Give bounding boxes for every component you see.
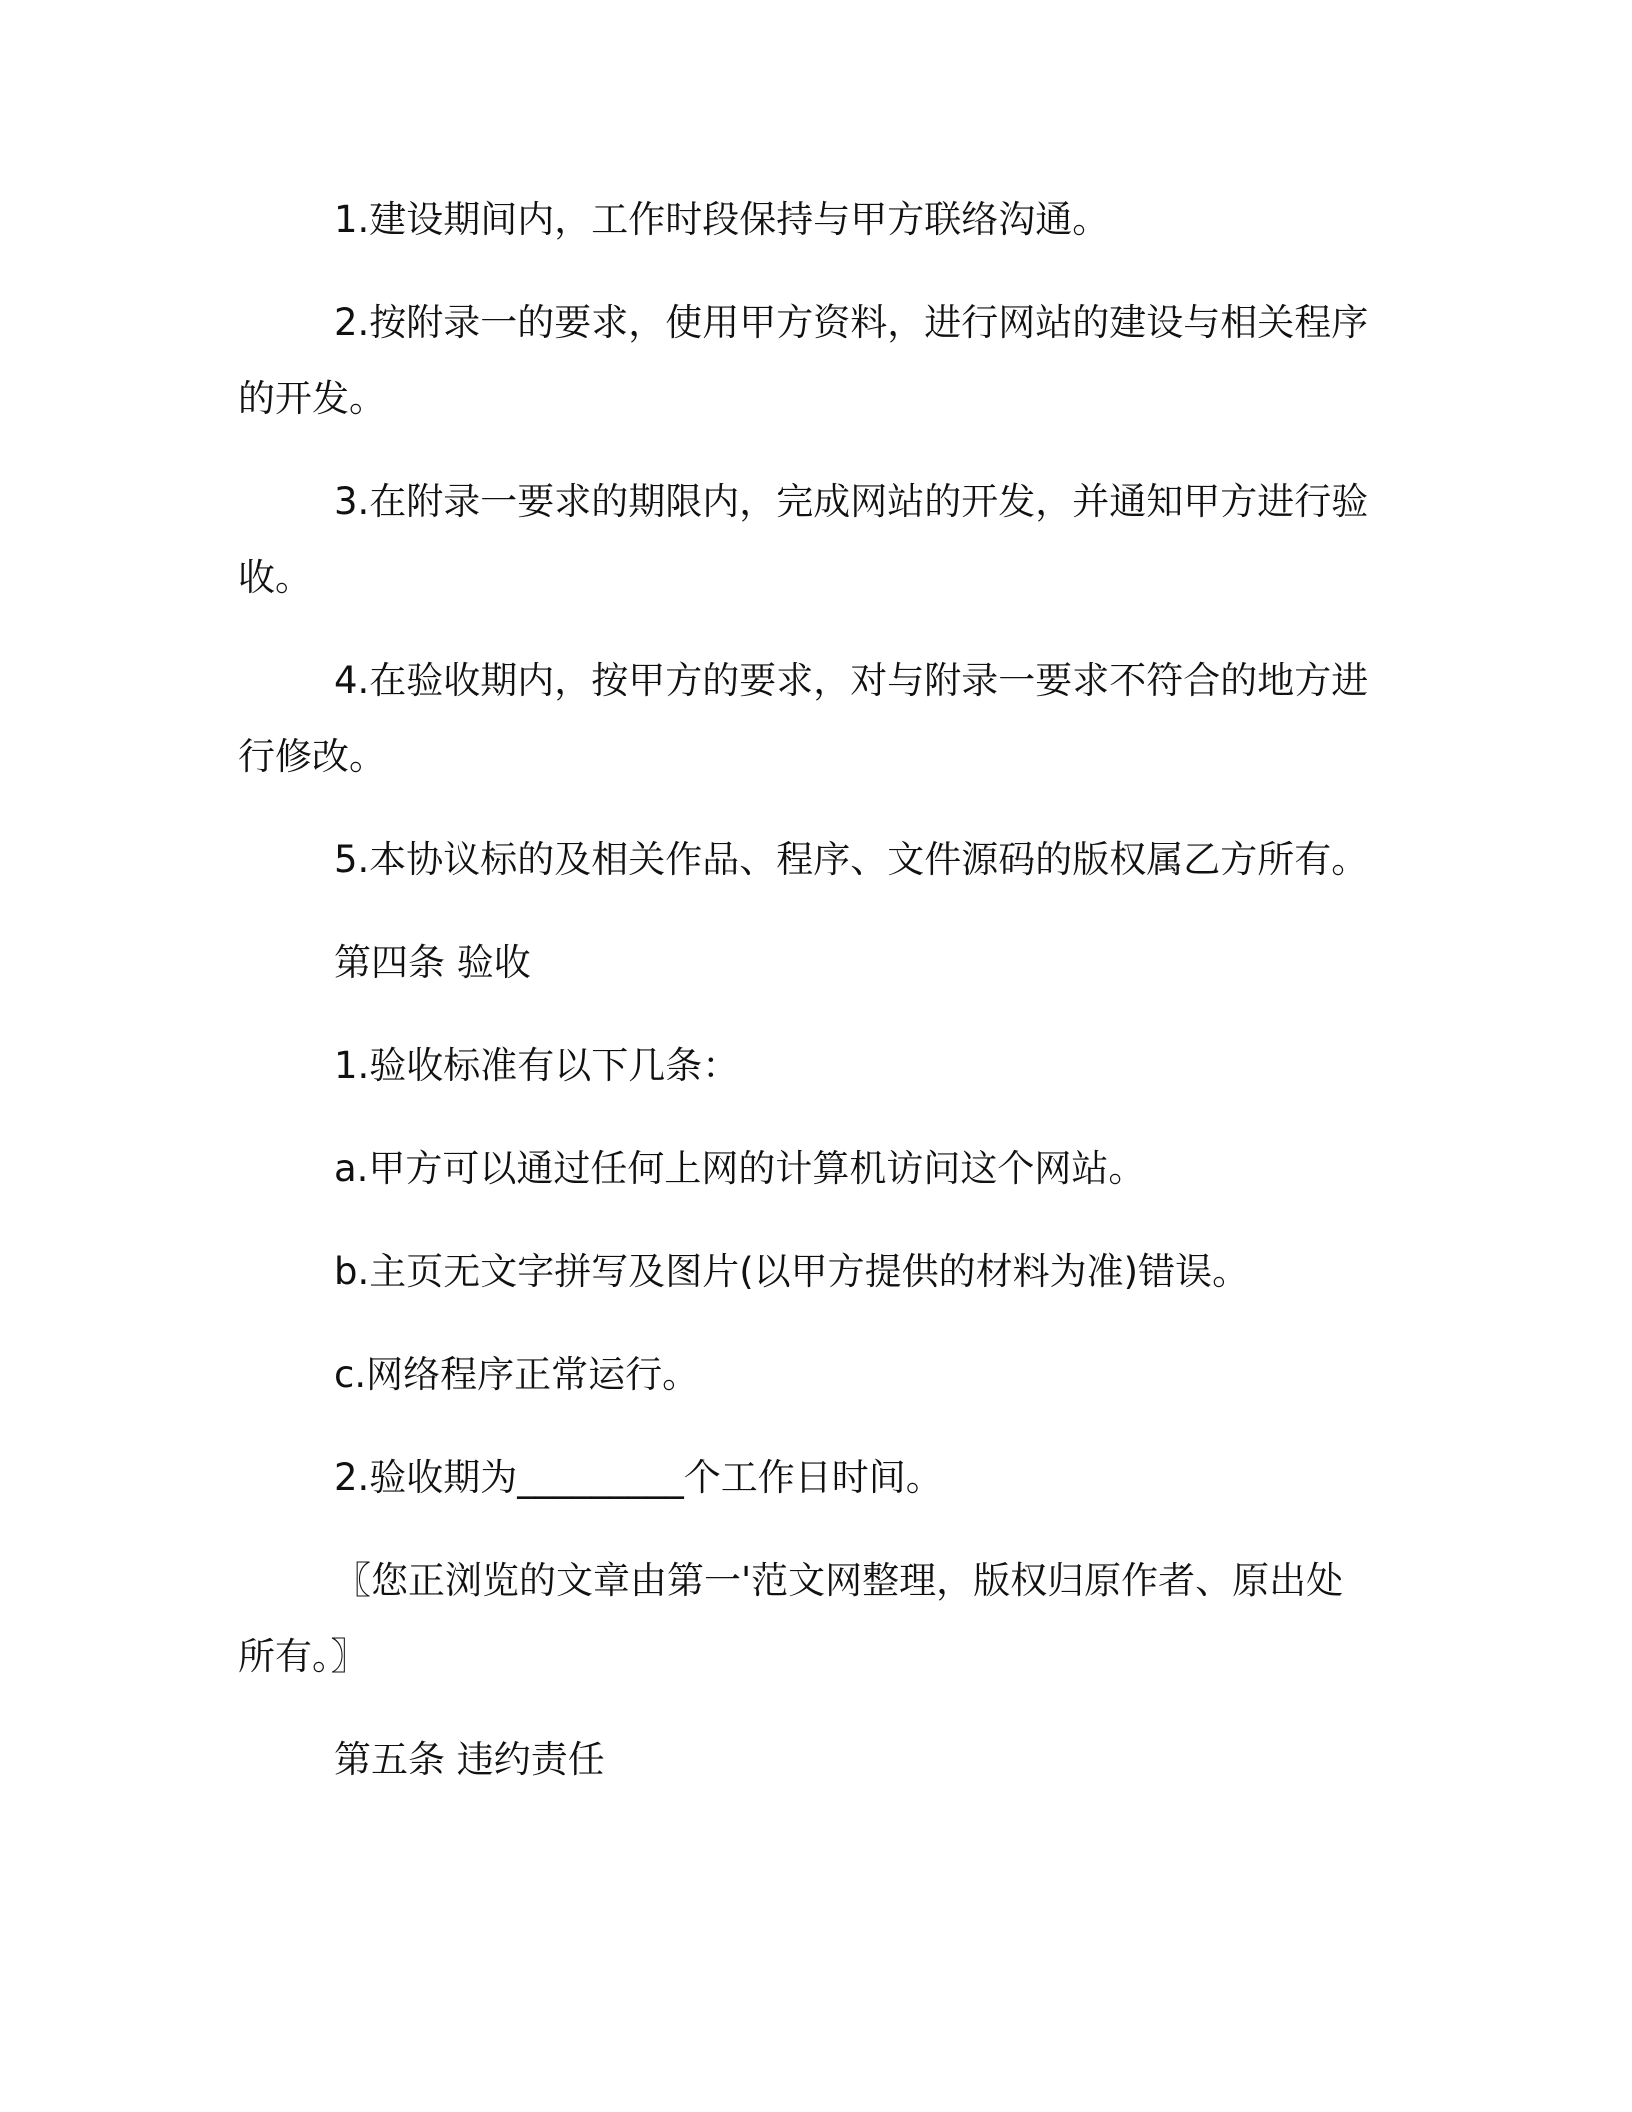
section-heading-acceptance: 第四条 验收 <box>334 941 531 984</box>
section-heading-liability: 第五条 违约责任 <box>334 1738 605 1781</box>
paragraph-criterion-a: a.甲方可以通过任何上网的计算机访问这个网站。 <box>334 1147 1146 1190</box>
paragraph-source-notice: 〖您正浏览的文章由第一'范文网整理，版权归原作者、原出处所有。〗 <box>238 1559 1344 1678</box>
paragraph-duty-5: 5.本协议标的及相关作品、程序、文件源码的版权属乙方所有。 <box>334 838 1369 881</box>
paragraph-acceptance-period: 2.验收期为_________个工作日时间。 <box>334 1456 943 1499</box>
paragraph-duty-2: 2.按附录一的要求，使用甲方资料，进行网站的建设与相关程序的开发。 <box>238 301 1369 420</box>
paragraph-duty-3: 3.在附录一要求的期限内，完成网站的开发，并通知甲方进行验收。 <box>238 480 1369 599</box>
paragraph-criterion-c: c.网络程序正常运行。 <box>334 1353 700 1396</box>
paragraph-duty-4: 4.在验收期内，按甲方的要求，对与附录一要求不符合的地方进行修改。 <box>238 659 1369 778</box>
paragraph-acceptance-criteria: 1.验收标准有以下几条： <box>334 1044 740 1087</box>
paragraph-duty-1: 1.建设期间内，工作时段保持与甲方联络沟通。 <box>334 198 1110 241</box>
paragraph-criterion-b: b.主页无文字拼写及图片(以甲方提供的材料为准)错误。 <box>334 1250 1250 1293</box>
document-body <box>238 182 1378 1825</box>
